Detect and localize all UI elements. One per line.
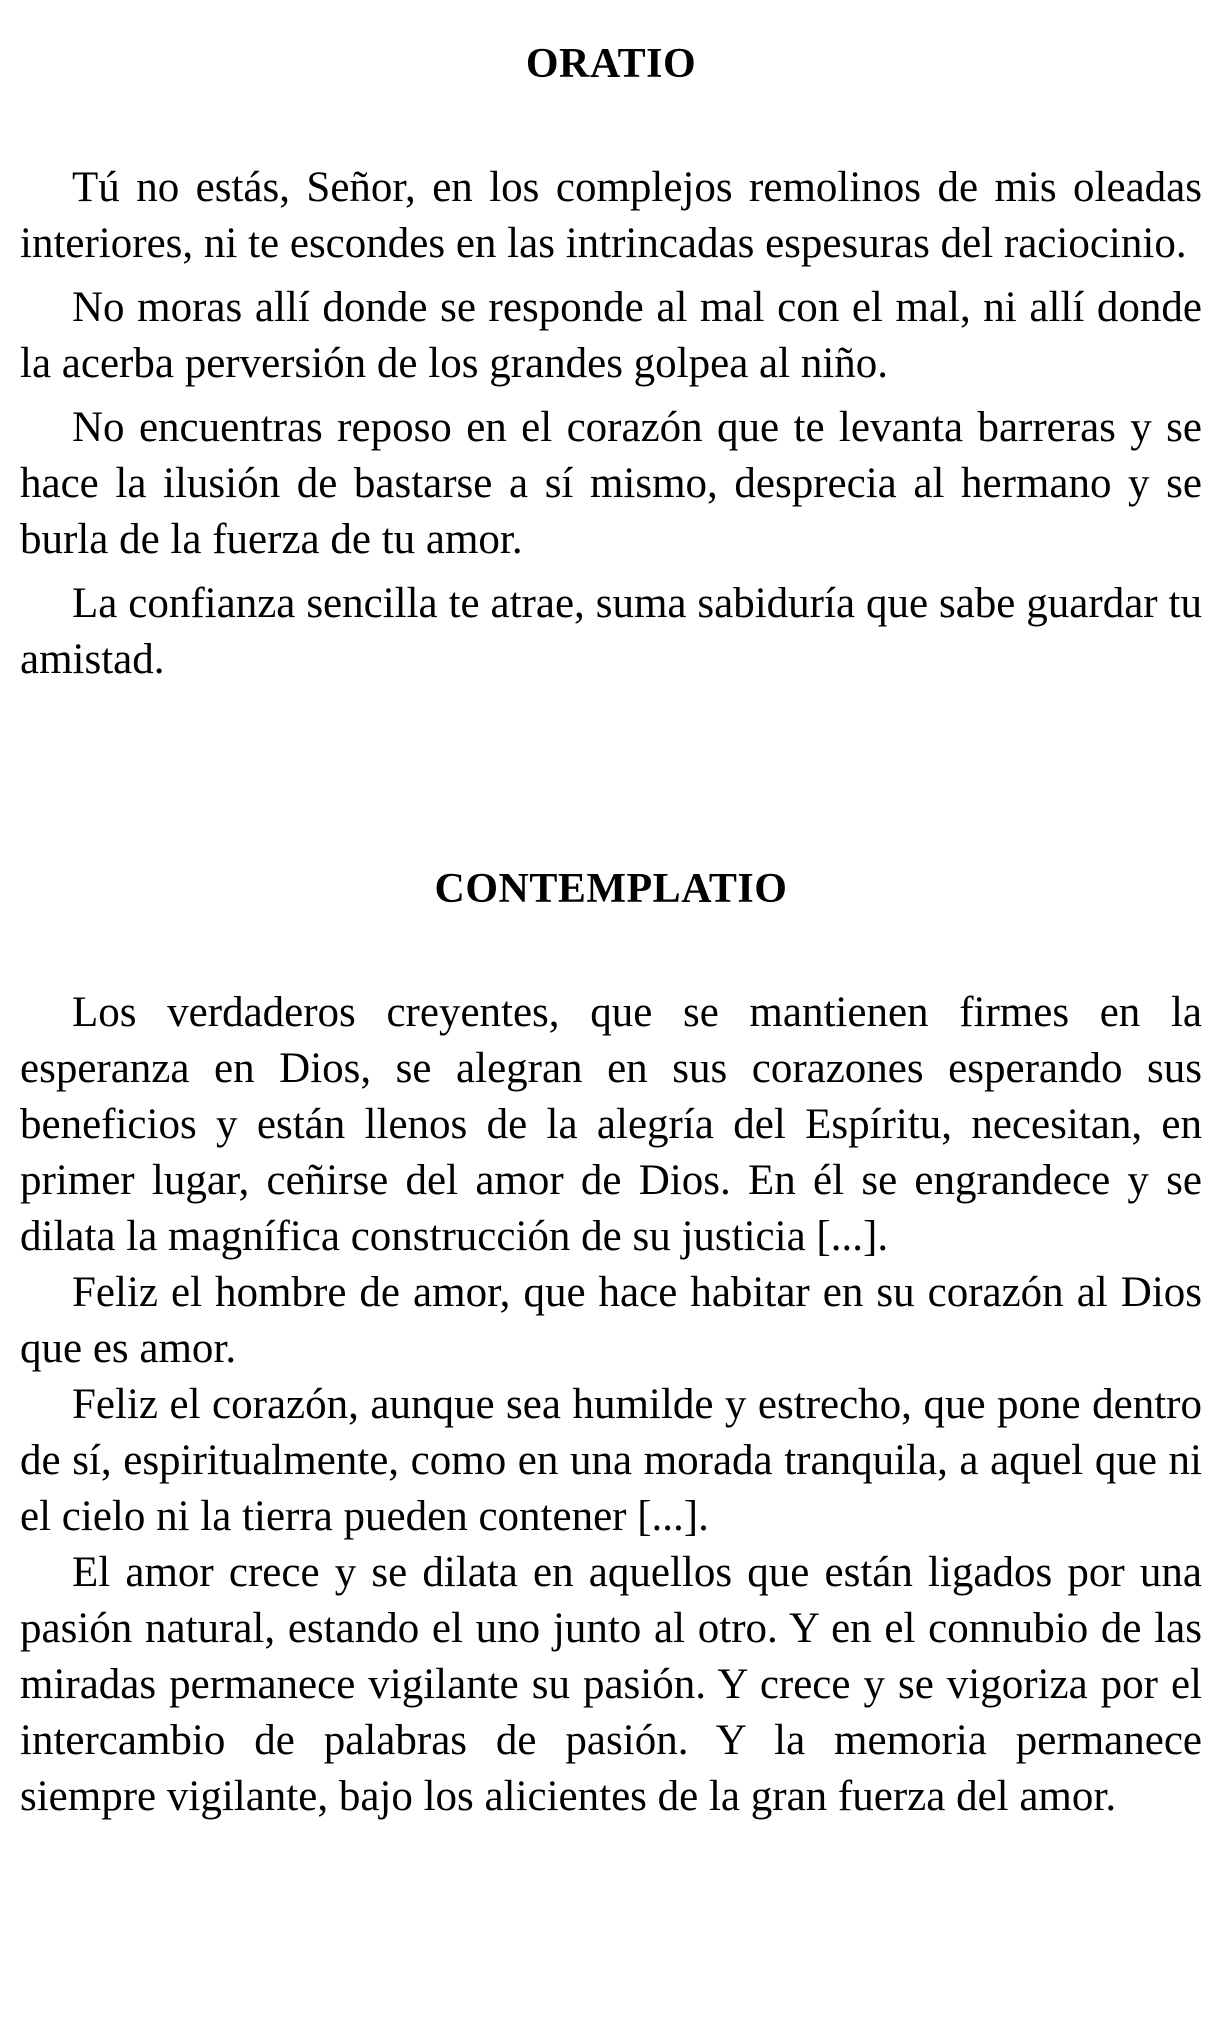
contemplatio-paragraph: El amor crece y se dilata en aquellos que están ligados por una pasión natural, estando el uno junto al otro. Y en el connubio de las miradas permanece vigilante su pasión. Y crece y se vigoriza por el intercambio de palabras de pasión. Y la memoria permanece siempre vigilante, bajo los alicientes de la gran fuerza del amor. (20, 1549, 1202, 1820)
contemplatio-paragraph: Feliz el corazón, aunque sea humilde y estrecho, que pone dentro de sí, espiritualmente, como en una morada tranquila, a aquel que ni el cielo ni la tierra pueden contener [...]. (20, 1381, 1202, 1540)
oratio-paragraph: No encuentras reposo en el corazón que te levanta barreras y se hace la ilusión de bastarse a sí mismo, desprecia al hermano y se burla de la fuerza de tu amor. (20, 404, 1202, 563)
section-heading-contemplatio: CONTEMPLATIO (434, 866, 788, 912)
oratio-text (20, 160, 1202, 696)
oratio-paragraph: No moras allí donde se responde al mal con el mal, ni allí donde la acerba perversión de los grandes golpea al niño. (20, 284, 1202, 387)
oratio-paragraph: La confianza sencilla te atrae, suma sabiduría que sabe guardar tu amistad. (20, 580, 1202, 683)
oratio-paragraph: Tú no estás, Señor, en los complejos remolinos de mis oleadas interiores, ni te escondes en las intrincadas espesuras del raciocinio. (20, 164, 1202, 267)
contemplatio-paragraph: Los verdaderos creyentes, que se mantienen firmes en la esperanza en Dios, se alegran en sus corazones esperando sus beneficios y están llenos de la alegría del Espíritu, necesitan, en primer lugar, ceñirse del amor de Dios. En él se engrandece y se dilata la magnífica construcción de su justicia [...]. (20, 989, 1202, 1260)
contemplatio-paragraph: Feliz el hombre de amor, que hace habitar en su corazón al Dios que es amor. (20, 1269, 1202, 1372)
contemplatio-text (20, 985, 1202, 1825)
section-heading-oratio: ORATIO (525, 41, 697, 87)
